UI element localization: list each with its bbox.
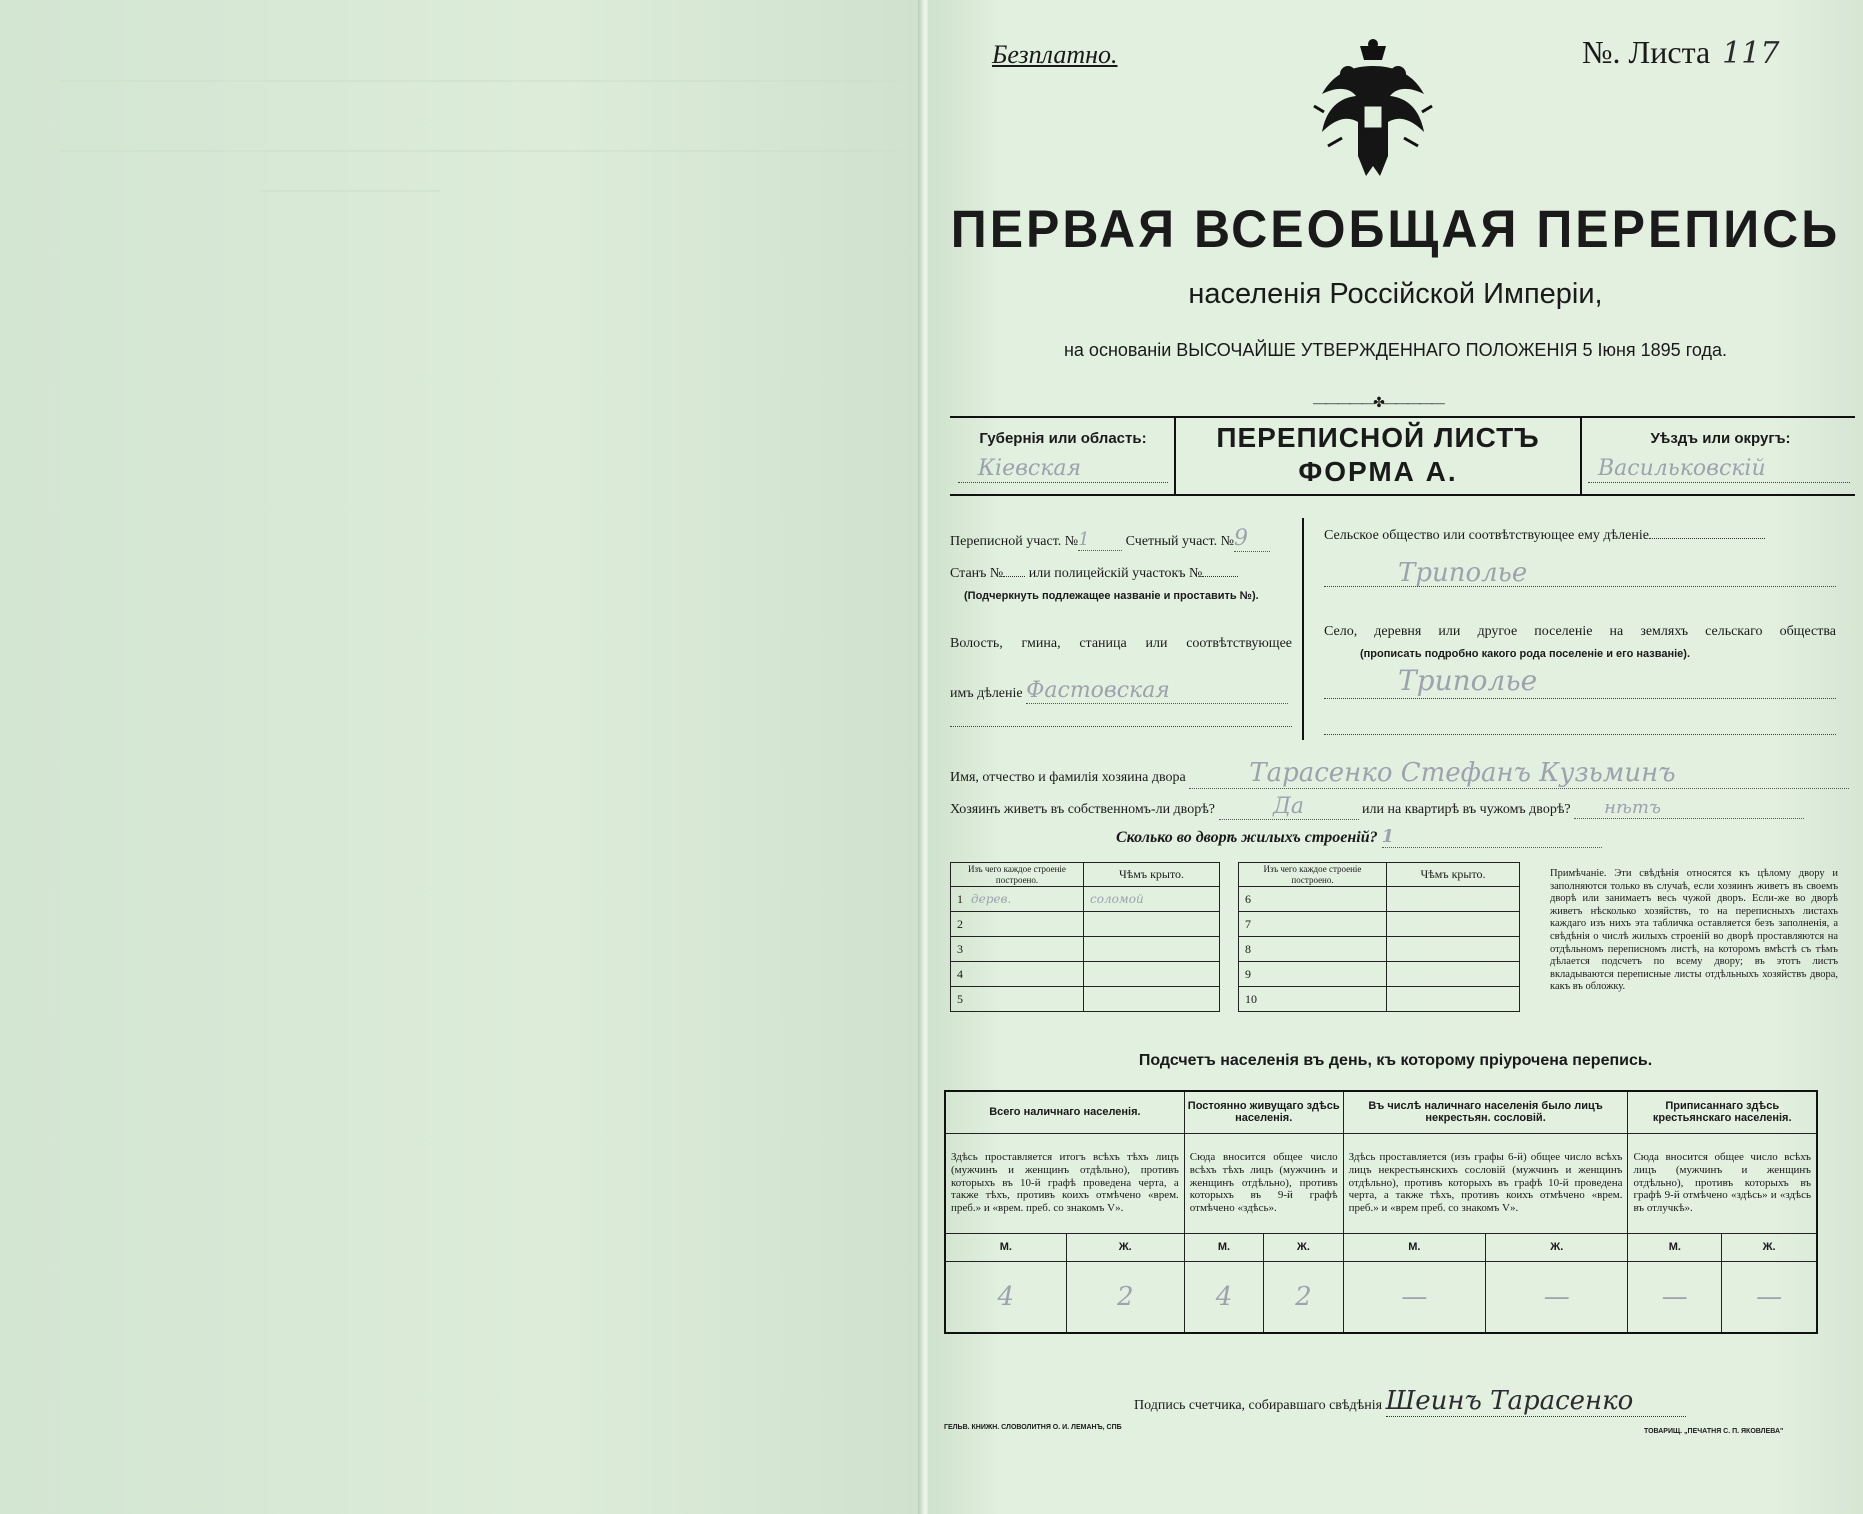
building-row	[951, 887, 1220, 912]
bleed-through-line	[60, 80, 900, 82]
building-number: 3	[957, 941, 963, 956]
bleed-through-line	[60, 150, 900, 152]
building-number: 10	[1245, 991, 1257, 1006]
sheet-number-value: 117	[1722, 36, 1780, 71]
census-form-page	[928, 0, 1863, 1514]
building-number: 1	[957, 891, 963, 906]
building-roof-cell[interactable]	[1387, 937, 1520, 962]
decorative-divider: —————✤—————	[1313, 396, 1443, 411]
society-value[interactable]: Триполье	[1398, 558, 1528, 588]
building-row	[1239, 912, 1520, 937]
male-count-cell[interactable]: —	[1628, 1261, 1722, 1333]
count-column-head: Всего наличнаго населенія.	[945, 1091, 1184, 1133]
building-number: 2	[957, 916, 963, 931]
village-note: (прописать подробно какого рода поселеніе и его названіе).	[1360, 648, 1691, 660]
male-count-cell[interactable]: 4	[945, 1261, 1066, 1333]
village-label: Село, деревня или другое поселеніе на земляхъ сельскаго общества	[1324, 624, 1836, 639]
gubernia-label: Губернія или область:	[979, 430, 1147, 447]
buildings-table-left	[950, 862, 1220, 1012]
male-label: М.	[1628, 1233, 1722, 1261]
left-page-blank	[0, 0, 924, 1514]
building-number: 6	[1245, 891, 1251, 906]
building-row	[951, 912, 1220, 937]
sheet-form: ФОРМА А.	[1298, 456, 1458, 487]
printer-right: ТОВАРИЩ. „ПЕЧАТНЯ С. П. ЯКОВЛЕВА"	[1644, 1428, 1784, 1435]
building-row	[1239, 937, 1520, 962]
male-label: М.	[945, 1233, 1066, 1261]
census-section-field: Переписной участ. №1 Счетный участ. №9	[950, 526, 1270, 552]
building-row	[1239, 987, 1520, 1012]
society-field: Сельское общество или соотвѣтствующее ему дѣленіе	[1324, 528, 1765, 544]
count-column-desc: Здѣсь проставляется итогъ всѣхъ тѣхъ лицъ (мужчинъ и женщинъ отдѣльно), противъ которыхъ въ 10-й графѣ проведена черта, а также тѣхъ, противъ коихъ отмѣчено «врем. преб.» и «врем. преб. со знакомъ V».	[945, 1133, 1184, 1233]
gubernia-value[interactable]: Кіевская	[978, 456, 1082, 481]
double-headed-eagle-emblem	[1308, 36, 1438, 186]
underline-note: (Подчеркнуть подлежащее названіе и проставить №).	[964, 590, 1259, 602]
building-roof-cell[interactable]	[1084, 987, 1220, 1012]
owner-name-field: Имя, отчество и фамилія хозяина двора Тарасенко Стефанъ Кузьминъ	[950, 758, 1849, 789]
building-material-cell[interactable]	[1239, 937, 1387, 962]
uezd-line	[1588, 482, 1850, 483]
building-number: 5	[957, 991, 963, 1006]
form-subtitle: населенія Россійской Имперіи,	[1188, 278, 1603, 310]
population-count-table	[944, 1090, 1818, 1334]
uezd-value[interactable]: Васильковскій	[1598, 456, 1766, 481]
fields-divider	[1302, 518, 1304, 740]
col-roof: Чѣмъ крыто.	[1084, 863, 1220, 887]
building-material-cell[interactable]	[1239, 987, 1387, 1012]
building-roof-cell[interactable]: соломой	[1084, 887, 1220, 912]
building-roof-cell[interactable]	[1387, 912, 1520, 937]
male-label: М.	[1343, 1233, 1485, 1261]
village-extra-line	[1324, 734, 1836, 735]
building-roof-cell[interactable]	[1387, 987, 1520, 1012]
building-number: 4	[957, 966, 963, 981]
building-roof-cell[interactable]	[1387, 887, 1520, 912]
female-count-cell[interactable]: —	[1722, 1261, 1817, 1333]
free-label: Безплатно.	[992, 40, 1118, 69]
female-label: Ж.	[1066, 1233, 1184, 1261]
count-column-head: Приписаннаго здѣсь крестьянскаго населенія.	[1628, 1091, 1817, 1133]
female-count-cell[interactable]: —	[1486, 1261, 1628, 1333]
building-row	[951, 987, 1220, 1012]
building-material-cell[interactable]	[951, 962, 1084, 987]
uezd-label: Уѣздъ или округъ:	[1650, 430, 1791, 447]
count-column-head: Въ числѣ наличнаго населенія было лицъ некрестьян. сословій.	[1343, 1091, 1628, 1133]
count-column-desc: Здѣсь проставляется (изъ графы 6-й) общее число всѣхъ лицъ некрестьянскихъ сословій (мужчинъ и женщинъ отдѣльно), противъ которыхъ въ графѣ 10-й проведена черта, а также тѣхъ, противъ коихъ отмѣчено «врем. преб.» и «врем преб. со знакомъ V».	[1343, 1133, 1628, 1233]
female-count-cell[interactable]: 2	[1264, 1261, 1343, 1333]
village-value[interactable]: Триполье	[1398, 664, 1538, 697]
signature-field: Подпись счетчика, собиравшаго свѣдѣнія Шеинъ Тарасенко	[1134, 1386, 1686, 1417]
village-line	[1324, 698, 1836, 699]
female-label: Ж.	[1486, 1233, 1628, 1261]
building-row	[1239, 962, 1520, 987]
society-line	[1324, 586, 1836, 587]
building-material-cell[interactable]	[1239, 912, 1387, 937]
building-material-cell[interactable]	[951, 887, 1084, 912]
stan-field: Станъ № или полицейскій участокъ №	[950, 566, 1238, 582]
sheet-number-label: №. Листа	[1582, 34, 1711, 70]
male-label: М.	[1184, 1233, 1263, 1261]
box-divider	[1580, 416, 1582, 496]
building-material-cell[interactable]	[951, 912, 1084, 937]
building-roof-cell[interactable]	[1387, 962, 1520, 987]
bleed-through-line	[260, 190, 440, 192]
col-material: Изъ чего каждое строеніе построено.	[1239, 863, 1387, 887]
sheet-number	[1582, 34, 1779, 71]
sheet-title: ПЕРЕПИСНОЙ ЛИСТЪ	[1216, 422, 1540, 453]
count-column-desc: Сюда вносится общее число всѣхъ тѣхъ лицъ (мужчинъ и женщинъ отдѣльно), противъ которыхъ въ 9-й графѣ отмѣчено «здѣсь».	[1184, 1133, 1343, 1233]
male-count-cell[interactable]: 4	[1184, 1261, 1263, 1333]
building-material-cell[interactable]	[951, 937, 1084, 962]
buildings-question: Сколько во дворѣ жилыхъ строеній? 1	[1116, 826, 1602, 848]
building-material-cell[interactable]	[951, 987, 1084, 1012]
count-title: Подсчетъ населенія въ день, къ которому пріурочена перепись.	[1138, 1052, 1653, 1069]
building-row	[1239, 887, 1520, 912]
building-row	[951, 937, 1220, 962]
volost-field: имъ дѣленіе Фастовская	[950, 678, 1288, 704]
volost-extra-line	[950, 726, 1292, 727]
note-text: Примѣчаніе. Эти свѣдѣнія относятся къ цѣлому двору и заполняются только въ случаѣ, если хозяинъ живетъ въ своемъ дворѣ или занимаетъ весь чужой дворъ. Если-же во дворѣ живетъ нѣсколько хозяйствъ, то на переписныхъ листахъ каждаго изъ нихъ эта табличка оставляется безъ заполненія, а свѣдѣнія о числѣ жилыхъ строеній во дворѣ проставляются на отдѣльномъ переписномъ листѣ, на которомъ вмѣстѣ съ тѣмъ дѣлается подсчетъ по всему двору; въ этотъ листъ вкладываются переписные листы отдѣльныхъ хозяйствъ двора, какъ въ обложку.	[1550, 868, 1838, 993]
building-roof-cell[interactable]	[1084, 962, 1220, 987]
building-roof-cell[interactable]	[1084, 937, 1220, 962]
building-material-value: дерев.	[971, 891, 1012, 906]
legal-basis: на основаніи ВЫСОЧАЙШЕ УТВЕРЖДЕННАГО ПОЛОЖЕНІЯ 5 Іюня 1895 года.	[1063, 340, 1727, 360]
buildings-table-right	[1238, 862, 1520, 1012]
form-title: ПЕРВАЯ ВСЕОБЩАЯ ПЕРЕПИСЬ	[950, 199, 1841, 259]
col-roof: Чѣмъ крыто.	[1387, 863, 1520, 887]
building-number: 9	[1245, 966, 1251, 981]
building-material-cell[interactable]	[1239, 887, 1387, 912]
volost-label: Волость, гмина, станица или соотвѣтствующее	[950, 636, 1292, 651]
gubernia-line	[958, 482, 1168, 483]
col-material: Изъ чего каждое строеніе построено.	[951, 863, 1084, 887]
box-top-rule	[950, 416, 1855, 418]
owner-lives-field: Хозяинъ живетъ въ собственномъ-ли дворѣ? Да или на квартирѣ въ чужомъ дворѣ? нѣтъ	[950, 794, 1804, 820]
count-column-desc: Сюда вносится общее число всѣхъ лицъ (мужчинъ и женщинъ отдѣльно), противъ которыхъ въ графѣ 9-й отмѣчено «здѣсь» и «здѣсь въ отлучкѣ».	[1628, 1133, 1817, 1233]
building-number: 8	[1245, 941, 1251, 956]
female-label: Ж.	[1722, 1233, 1817, 1261]
building-row	[951, 962, 1220, 987]
male-count-cell[interactable]: —	[1343, 1261, 1485, 1333]
box-divider	[1174, 416, 1176, 496]
box-bottom-rule	[950, 494, 1855, 496]
printer-left: ГЕЛЬВ. КНИЖН. СЛОВОЛИТНЯ О. И. ЛЕМАНЪ, СПБ	[944, 1424, 1122, 1431]
female-label: Ж.	[1264, 1233, 1343, 1261]
building-number: 7	[1245, 916, 1251, 931]
count-column-head: Постоянно живущаго здѣсь населенія.	[1184, 1091, 1343, 1133]
female-count-cell[interactable]: 2	[1066, 1261, 1184, 1333]
building-roof-cell[interactable]	[1084, 912, 1220, 937]
building-material-cell[interactable]	[1239, 962, 1387, 987]
